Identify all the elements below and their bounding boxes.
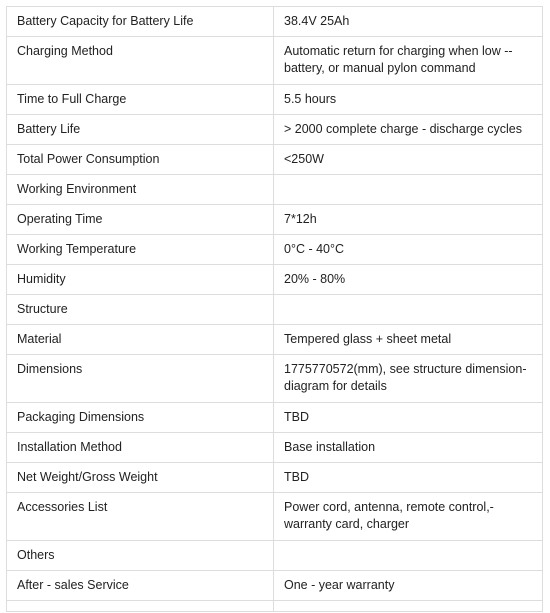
spec-label: Battery Capacity for Battery Life — [7, 7, 274, 37]
table-row — [7, 433, 543, 463]
spec-value: 0°C - 40°C — [274, 235, 543, 265]
spec-section-label: Structure — [7, 295, 274, 325]
table-row — [7, 403, 543, 433]
spec-value: 38.4V 25Ah — [274, 7, 543, 37]
table-row — [7, 85, 543, 115]
spec-value: 20% - 80% — [274, 265, 543, 295]
spec-label: Working Temperature — [7, 235, 274, 265]
spec-value: 5.5 hours — [274, 85, 543, 115]
spec-label: Battery Life — [7, 115, 274, 145]
table-row — [7, 541, 543, 571]
spec-section-label: Others — [7, 541, 274, 571]
spec-label: After - sales Service — [7, 571, 274, 601]
spec-value: One - year warranty — [274, 571, 543, 601]
spec-label: Operating Time — [7, 205, 274, 235]
spec-label: Dimensions — [7, 355, 274, 403]
spec-label: Accessories List — [7, 493, 274, 541]
spec-value: TBD — [274, 463, 543, 493]
spec-value — [274, 295, 543, 325]
spec-value: Power cord, antenna, remote control,-warranty card, charger — [274, 493, 543, 541]
spec-label: Humidity — [7, 265, 274, 295]
spec-label: Time to Full Charge — [7, 85, 274, 115]
table-row — [7, 145, 543, 175]
spec-section-label: Working Environment — [7, 175, 274, 205]
table-row — [7, 463, 543, 493]
spec-value: Tempered glass + sheet metal — [274, 325, 543, 355]
spec-value: Automatic return for charging when low -- battery, or manual pylon command — [274, 37, 543, 85]
table-row — [7, 235, 543, 265]
table-row — [7, 115, 543, 145]
table-row — [7, 205, 543, 235]
spec-table — [6, 6, 543, 612]
spec-label — [7, 601, 274, 612]
spec-value: 7*12h — [274, 205, 543, 235]
spec-value: <250W — [274, 145, 543, 175]
spec-label: Net Weight/Gross Weight — [7, 463, 274, 493]
spec-label: Material — [7, 325, 274, 355]
spec-label: Packaging Dimensions — [7, 403, 274, 433]
table-row — [7, 571, 543, 601]
table-row — [7, 601, 543, 612]
spec-label: Total Power Consumption — [7, 145, 274, 175]
table-row — [7, 355, 543, 403]
table-row — [7, 175, 543, 205]
table-row — [7, 325, 543, 355]
spec-value — [274, 175, 543, 205]
spec-value: 1775770572(mm), see structure dimension-diagram for details — [274, 355, 543, 403]
spec-label: Charging Method — [7, 37, 274, 85]
table-row — [7, 7, 543, 37]
spec-value — [274, 601, 543, 612]
spec-value — [274, 541, 543, 571]
table-row — [7, 265, 543, 295]
table-row — [7, 493, 543, 541]
spec-label: Installation Method — [7, 433, 274, 463]
spec-value: Base installation — [274, 433, 543, 463]
table-row — [7, 295, 543, 325]
spec-value: > 2000 complete charge - discharge cycles — [274, 115, 543, 145]
table-row — [7, 37, 543, 85]
spec-value: TBD — [274, 403, 543, 433]
